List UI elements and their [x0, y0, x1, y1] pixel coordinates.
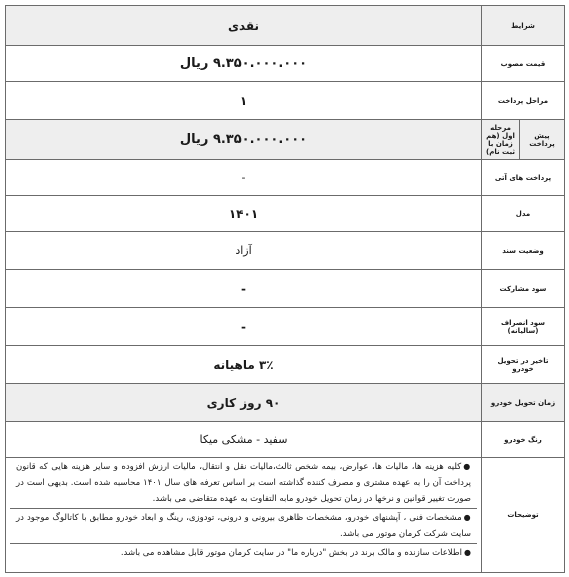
row-label-participation-profit: سود مشارکت [482, 270, 565, 308]
note-item-taxes [10, 458, 477, 509]
row-label-payment-stages: مراحل پرداخت [482, 82, 565, 120]
notes-cell [6, 458, 482, 573]
notes-row [6, 458, 565, 573]
row-value-document-status: آزاد [6, 232, 482, 270]
row-value-delivery-delay: ۳٪ ماهیانه [6, 346, 482, 384]
row-sublabel-first-stage: مرحله اول (هم زمان با ثبت نام) [482, 120, 520, 160]
row-value-car-color: سفید - مشکی میکا [6, 422, 482, 458]
header-value: نقدی [6, 6, 482, 46]
bullet-icon: ● [464, 548, 471, 557]
row-label-notes: توضیحات [482, 458, 565, 573]
row-label-model: مدل [482, 196, 565, 232]
row-value-model: ۱۴۰۱ [6, 196, 482, 232]
table-row [6, 232, 565, 270]
table-row [6, 346, 565, 384]
table-row [6, 120, 565, 160]
row-value-approved-price: ۹.۳۵۰.۰۰۰.۰۰۰ ریال [6, 46, 482, 82]
note-item-specs [10, 509, 477, 544]
note-text: کلیه هزینه ها، مالیات ها، عوارض، بیمه شخص ثالث،مالیات نقل و انتقال، مالیات ارزش افزوده و سایر هزینه هایی که قانون پرداخت آن را به عهده مشتری و مصرف کننده گذاشته است بر اساس تعرفه های سال ۱۴۰۱ محاسبه شده است. بدیهی است در صورت تغییر قوانین و نرخها در زمان تحویل خودرو مابه التفاوت به عهده متقاضی می باشد. [16, 462, 472, 504]
row-value-delivery-time: ۹۰ روز کاری [6, 384, 482, 422]
row-value-future-payments: - [6, 160, 482, 196]
row-label-car-color: رنگ خودرو [482, 422, 565, 458]
row-value-payment-stages: ۱ [6, 82, 482, 120]
sale-conditions-table [5, 5, 565, 573]
note-text: مشخصات فنی ، آپشنهای خودرو، مشخصات ظاهری بیرونی و درونی، تودوزی، رینگ و ابعاد خودرو مطابق با کاتالوگ موجود در سایت شرکت کرمان موتور می باشد. [16, 513, 471, 539]
header-row [6, 6, 565, 46]
row-value-prepayment: ۹.۳۵۰.۰۰۰.۰۰۰ ریال [6, 120, 482, 160]
row-label-delivery-time: زمان تحویل خودرو [482, 384, 565, 422]
table-row [6, 270, 565, 308]
row-label-future-payments: پرداخت های آتی [482, 160, 565, 196]
bullet-icon: ● [463, 462, 472, 471]
note-item-manufacturer [10, 544, 477, 562]
table-row [6, 46, 565, 82]
table-row [6, 422, 565, 458]
table-row [6, 308, 565, 346]
table-row [6, 196, 565, 232]
row-label-prepayment: پیش پرداخت [520, 120, 565, 160]
row-label-approved-price: قیمت مصوب [482, 46, 565, 82]
note-text: اطلاعات سازنده و مالک برند در بخش "درباره ما" در سایت کرمان موتور قابل مشاهده می باشد. [120, 548, 463, 558]
table-row [6, 384, 565, 422]
row-value-participation-profit: - [6, 270, 482, 308]
row-label-delivery-delay: تاخیر در تحویل خودرو [482, 346, 565, 384]
row-label-cancellation-profit: سود انصراف (سالیانه) [482, 308, 565, 346]
table-row [6, 82, 565, 120]
header-label: شرایط [482, 6, 565, 46]
row-value-cancellation-profit: - [6, 308, 482, 346]
row-label-document-status: وضعیت سند [482, 232, 565, 270]
bullet-icon: ● [463, 513, 471, 522]
table-row [6, 160, 565, 196]
